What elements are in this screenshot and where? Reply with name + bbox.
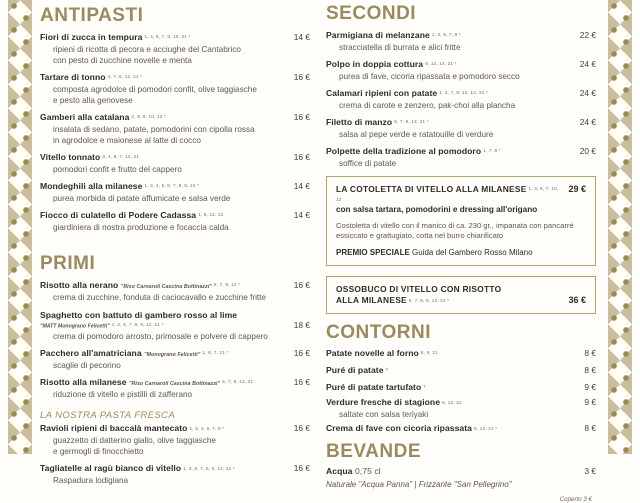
item-description: giardiniera di nostra produzione e focaccia calda <box>53 222 229 232</box>
allergen-list: 1, 3, 4, 5, 6, 7, 8, 9, 21 * <box>144 183 200 189</box>
left-column <box>40 0 310 485</box>
menu-item <box>40 113 310 146</box>
item-name: Verdure fresche di stagione 6, 12, 21 <box>326 397 462 408</box>
item-description: ripieni di ricotta di pecora e acciughe del Cantabrico con pesto di zucchine novelle e menta <box>53 44 241 65</box>
item-description: scaglie di pecorino <box>53 360 121 370</box>
allergen-list: 6, 12, 21 <box>442 399 462 405</box>
right-column <box>326 0 596 503</box>
cover-charge: Coperto 3 € <box>559 496 592 503</box>
section-title-secondi: SECONDI <box>326 3 417 24</box>
menu-item <box>326 348 596 358</box>
item-name: Filetto di manzo 6, 7, 9, 12, 21 * <box>326 116 429 127</box>
item-price: 16 € <box>293 111 310 122</box>
item-name: Parmigiana di melanzane 1, 4, 5, 7, 8 * <box>326 29 461 40</box>
allergen-list: 5, 7, 9, 12 * <box>213 282 241 288</box>
menu-item <box>326 60 596 82</box>
menu-item <box>326 423 596 433</box>
item-description: purea di fave, cicoria ripassata e pomodoro secco <box>339 71 520 81</box>
item-name: Ravioli ripieni di baccalà mantecato 1, 3, 4, 6, 7, 8 * <box>40 422 225 433</box>
item-description: insalata di sedano, patate, pomodorini con cipolla rossa in agrodolce e maionese al latte di cocco <box>53 124 255 145</box>
item-price: 14 € <box>293 31 310 42</box>
menu-item <box>326 365 596 375</box>
item-name: Acqua 0,75 cl <box>326 466 381 477</box>
item-price: 18 € <box>293 319 310 330</box>
item-price: 22 € <box>579 29 596 40</box>
item-name: Vitello tonnato 3, 4, 6, 7, 12, 21 <box>40 151 140 162</box>
menu-item <box>40 153 310 175</box>
item-name: Tagliatelle al ragù bianco di vitello 1, 3, 6, 7, 8, 9, 12, 21 * <box>40 462 235 473</box>
menu-item <box>40 281 310 303</box>
item-description: purea morbida di patate affumicate e salsa verde <box>53 193 231 203</box>
item-price: 16 € <box>293 376 310 387</box>
allergen-list: 1, 4, 7, 8, 12, 14, 21 * <box>439 90 488 96</box>
item-name: Polpo in doppia cottura 9, 12, 14, 21 * <box>326 58 457 69</box>
item-price: 16 € <box>293 462 310 473</box>
section-title-antipasti: ANTIPASTI <box>40 5 144 26</box>
item-description: guazzetto di datterino giallo, olive taggiasche e germogli di finocchietto <box>53 435 216 456</box>
menu-columns <box>40 0 600 503</box>
item-name: Spaghetto con battuto di gambero rosso al lime <box>40 309 238 320</box>
item-price: 24 € <box>579 58 596 69</box>
item-name: Risotto alla milanese "Riso Carnaroli Cascina Bottinazzi" 6, 7, 9, 12, 21 <box>40 376 254 387</box>
item-description: crema di pomodoro arrosto, primosale e polvere di cappero <box>53 331 268 341</box>
allergen-list: 6, 7, 9, 12, 21 <box>222 379 254 385</box>
item-price: 8 € <box>584 423 596 434</box>
item-price: 24 € <box>579 87 596 98</box>
allergen-list: 1, 4, 5, 7, 8 * <box>431 32 461 38</box>
menu-item <box>40 182 310 204</box>
item-name: Patate novelle al forno 5, 9, 21 <box>326 347 438 358</box>
menu-item <box>326 89 596 111</box>
item-price: 14 € <box>293 180 310 191</box>
item-price: 24 € <box>579 116 596 127</box>
item-price: 14 € <box>293 209 310 220</box>
item-name: Risotto alla nerano "Riso Carnaroli Cascina Bottinazzi" 5, 7, 9, 12 * <box>40 279 241 290</box>
section-title-bevande: BEVANDE <box>326 440 421 462</box>
allergen-list: 1, 3, 4, 6, 7, 8 * <box>189 425 225 431</box>
item-name: Puré di patate tartufato 7 <box>326 381 427 392</box>
decorative-border-right <box>608 0 632 454</box>
item-name: Crema di fave con cicoria ripassata 9, 12, 21 * <box>326 423 498 434</box>
item-size: 0,75 cl <box>354 466 381 477</box>
item-price: 16 € <box>293 422 310 433</box>
item-price: 8 € <box>584 364 596 375</box>
item-price: 8 € <box>584 347 596 358</box>
special-title-line1: OSSOBUCO DI VITELLO CON RISOTTO <box>336 284 502 295</box>
allergen-list: 6, 7, 9, 12, 21 * <box>394 119 429 125</box>
menu-item <box>40 211 310 233</box>
menu-item <box>40 73 310 106</box>
item-name: Tartare di tonno 4, 7, 8, 12, 21 * <box>40 71 143 82</box>
item-price: 16 € <box>293 71 310 82</box>
allergen-list: 1, 3, 5, 7, 10, 12 <box>336 186 559 203</box>
special-subtitle: con salsa tartara, pomodorini e dressing all'origano <box>336 205 538 215</box>
special-dish-ossobuco <box>326 276 596 314</box>
item-price: 16 € <box>293 151 310 162</box>
item-price: 9 € <box>584 381 596 392</box>
item-description: stracciatella di burrata e alici fritte <box>339 42 461 52</box>
menu-item <box>326 118 596 140</box>
menu-item <box>40 464 310 486</box>
allergen-list: 1, 7, 8 * <box>483 148 501 154</box>
item-name: Polpette della tradizione al pomodoro 1, 7, 8 * <box>326 145 501 156</box>
allergen-list: 9, 12, 21 * <box>474 425 498 431</box>
item-supplier: "Monograno Felicetti" <box>144 351 201 358</box>
item-name: Calamari ripieni con patate 1, 4, 7, 8, 12, 14, 21 * <box>326 87 488 98</box>
item-description: crema di carote e zenzero, pak-choi alla plancha <box>339 100 516 110</box>
allergen-list: 1, 4, 6, 7, 8, 10, 21 * <box>144 34 191 40</box>
decorative-border-left <box>8 0 32 454</box>
item-price: 16 € <box>293 347 310 358</box>
menu-item <box>326 382 596 392</box>
special-award <box>336 248 586 258</box>
menu-item <box>40 33 310 66</box>
menu-item <box>326 31 596 53</box>
allergen-list: 6, 7, 8, 9, 12, 21 * <box>408 297 450 303</box>
special-price: 29 € <box>568 183 586 194</box>
menu-item <box>326 466 596 476</box>
allergen-list: 2, 3, 9, 10, 12 * <box>131 114 166 120</box>
special-price: 36 € <box>568 295 586 306</box>
item-price: 20 € <box>579 145 596 156</box>
item-description: crema di zucchine, fonduta di caciocavallo e zucchine fritte <box>53 292 266 302</box>
item-supplier-row: "MATT Monograno Felicetti" 1, 2, 6, 7, 8, 9, 12, 21 * <box>40 322 164 330</box>
allergen-list: 1, 2, 6, 7, 8, 9, 12, 21 * <box>111 322 164 328</box>
allergen-list: 5, 9, 21 <box>420 350 438 356</box>
item-supplier: "Riso Carnaroli Cascina Bottinazzi" <box>129 380 221 387</box>
allergen-list: 1, 6, 7, 21 * <box>202 350 229 356</box>
item-price: 16 € <box>293 279 310 290</box>
special-description: Costoletta di vitello con il manico di ca. 230 gr., impanata con pancarré essiccato e grattugiato, cotta nel burro chiarificato <box>336 221 574 241</box>
allergen-list: 1, 3, 6, 7, 8, 9, 12, 21 * <box>183 465 235 471</box>
special-title-line2: ALLA MILANESE 6, 7, 8, 9, 12, 21 * <box>336 295 450 306</box>
menu-item <box>326 398 596 420</box>
item-description: soffice di patate <box>339 158 397 168</box>
item-name: Mondeghili alla milanese 1, 3, 4, 5, 6, 7, 8, 9, 21 * <box>40 180 200 191</box>
item-price: 3 € <box>584 466 596 477</box>
menu-item <box>326 147 596 169</box>
allergen-list: 1, 8, 12, 21 <box>198 212 224 218</box>
item-description: saltate con salsa teriyaki <box>339 410 429 420</box>
item-name: Fiori di zucca in tempura 1, 4, 6, 7, 8, 10, 21 * <box>40 31 191 42</box>
item-description: riduzione di vitello e pistilli di zafferano <box>53 389 193 399</box>
award-text: Guida del Gambero Rosso Milano <box>412 247 533 257</box>
section-title-contorni: CONTORNI <box>326 322 431 344</box>
special-dish-cotoletta <box>326 176 596 267</box>
item-name: Puré di patate 7 <box>326 364 389 375</box>
allergen-list: 4, 7, 8, 12, 21 * <box>107 74 143 80</box>
item-description: composta agrodolce di pomodori confit, olive taggiasche e pesto alla genovese <box>53 84 257 105</box>
item-description: pomodori confit e frutto del cappero <box>53 164 182 174</box>
subsection-title-pasta-fresca: LA NOSTRA PASTA FRESCA <box>40 409 176 421</box>
allergen-list: 3, 4, 6, 7, 12, 21 <box>102 154 140 160</box>
item-price: 9 € <box>584 397 596 408</box>
item-name: Gamberi alla catalana 2, 3, 9, 10, 12 * <box>40 111 166 122</box>
special-title: LA COTOLETTA DI VITELLO ALLA MILANESE 1, 3, 5, 7, 10, 12 <box>336 183 559 203</box>
menu-item <box>40 378 310 400</box>
allergen-list: 9, 12, 14, 21 * <box>425 61 457 67</box>
allergen-list: 7 <box>385 367 389 373</box>
menu-item <box>40 349 310 371</box>
beverage-note: Naturale "Acqua Panna" | Frizzante "San Pellegrino" <box>326 479 512 489</box>
item-name: Fiocco di culatello di Podere Cadassa 1, 8, 12, 21 <box>40 209 224 220</box>
award-label: PREMIO SPECIALE <box>336 247 410 257</box>
item-name: Pacchero all'amatriciana "Monograno Felicetti" 1, 6, 7, 21 * <box>40 347 229 358</box>
item-description: salsa al pepe verde e ratatouille di verdure <box>339 129 494 139</box>
item-description: Raspadura lodigiana <box>53 475 129 485</box>
allergen-list: 7 <box>423 384 427 390</box>
item-supplier: "Riso Carnaroli Cascina Bottinazzi" <box>120 283 212 290</box>
menu-item <box>40 310 310 342</box>
section-title-primi: PRIMI <box>40 252 96 274</box>
menu-item <box>40 424 310 457</box>
